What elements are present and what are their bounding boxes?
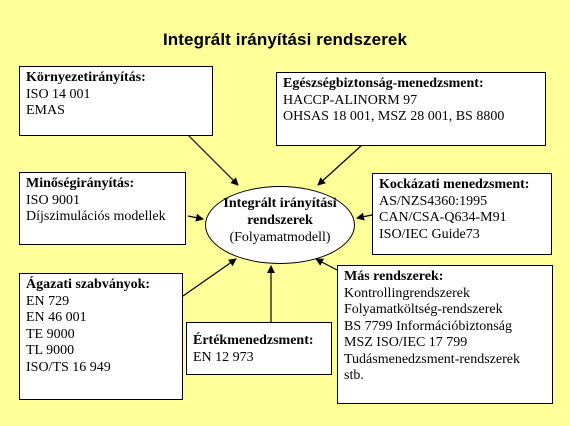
center-title-line2: rendszerek xyxy=(247,213,313,228)
arrow-mas xyxy=(316,259,337,270)
box-line: Folyamatköltség-rendszerek xyxy=(344,302,503,317)
box-line: EN 46 001 xyxy=(26,310,87,325)
box-line: MSZ ISO/IEC 17 799 xyxy=(344,335,468,350)
center-subtitle: (Folyamatmodell) xyxy=(229,230,331,245)
diagram-title: Integrált irányítási rendszerek xyxy=(162,30,408,49)
box-line: BS 7799 Információbiztonság xyxy=(344,318,512,334)
arrow-minoseg xyxy=(188,216,203,219)
box-line: EMAS xyxy=(26,103,65,118)
box-line: Kontrollingrendszerek xyxy=(344,285,470,301)
box-line: CAN/CSA-Q634-M91 xyxy=(379,210,507,225)
center-title-line1: Integrált irányítási xyxy=(223,196,337,211)
box-heading: Értékmenedzsment: xyxy=(193,333,314,348)
box-heading: Kockázati menedzsment: xyxy=(379,177,530,192)
box-mas-rendszerek xyxy=(337,265,553,404)
box-heading: Környezetirányítás: xyxy=(26,70,146,85)
box-heading: Ágazati szabványok: xyxy=(26,277,151,292)
box-line: EN 729 xyxy=(26,293,70,309)
box-kornyezetiranyitas xyxy=(19,66,213,136)
box-minosegiranyitas xyxy=(19,172,186,245)
box-line: AS/NZS4360:1995 xyxy=(379,193,488,209)
center-ellipse xyxy=(205,186,355,264)
box-agazati-szabvanyok xyxy=(19,273,183,400)
box-heading: Minőségirányítás: xyxy=(26,176,135,191)
box-line: OHSAS 18 001, MSZ 28 001, BS 8800 xyxy=(283,109,505,124)
arrow-egeszseg xyxy=(318,145,362,185)
box-line: ISO 14 001 xyxy=(26,86,91,102)
box-ertekmenedzsment xyxy=(186,322,332,375)
box-line: TL 9000 xyxy=(26,343,75,358)
box-heading: Más rendszerek: xyxy=(344,269,444,284)
box-egeszsegbiztonsag xyxy=(276,72,546,146)
box-line: ISO/TS 16 949 xyxy=(26,359,111,375)
box-line: EN 12 973 xyxy=(193,349,254,365)
box-line: TE 9000 xyxy=(26,326,75,342)
box-line: Tudásmenedzsment-rendszerek xyxy=(344,351,520,367)
box-line: ISO 9001 xyxy=(26,192,81,208)
box-heading: Egészségbiztonság-menedzsment: xyxy=(283,76,484,91)
box-line: stb. xyxy=(344,368,364,383)
arrow-agazati xyxy=(183,259,236,296)
arrow-kockazati xyxy=(357,215,372,218)
box-line: HACCP-ALINORM 97 xyxy=(283,92,418,108)
arrow-kornyezet xyxy=(188,135,238,185)
box-line: ISO/IEC Guide73 xyxy=(379,226,480,242)
box-line: Díjszimulációs modellek xyxy=(26,209,166,224)
box-kockazati-menedzsment xyxy=(372,173,552,255)
